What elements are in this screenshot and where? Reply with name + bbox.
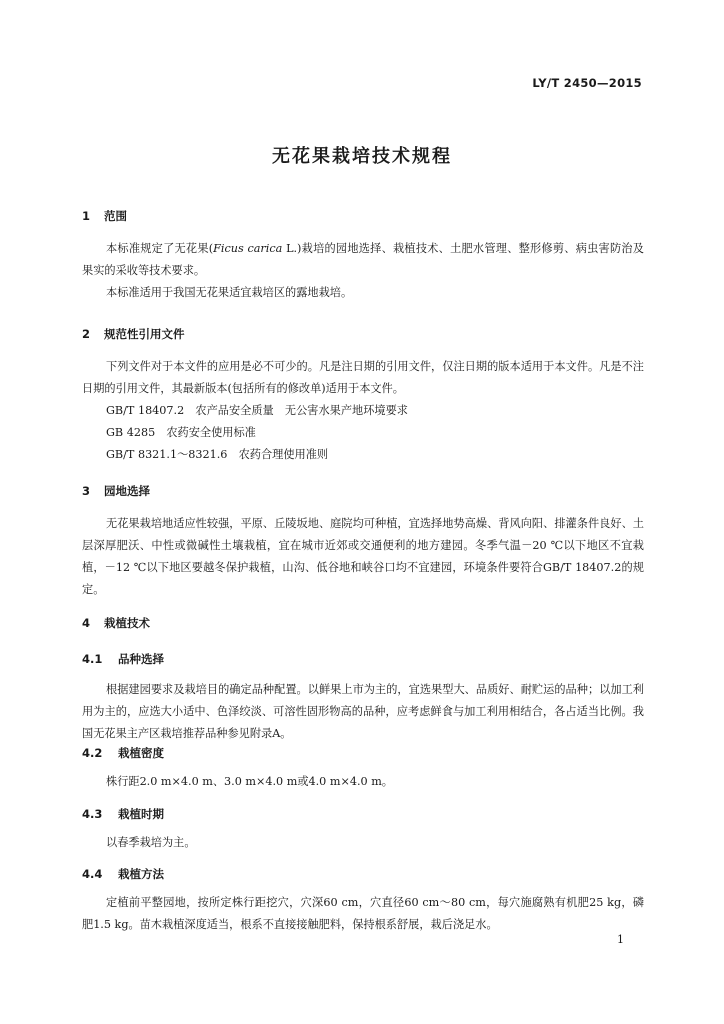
section-3-paragraph-1: 无花果栽培地适应性较强，平原、丘陵坂地、庭院均可种植，宜选择地势高燥、背风向阳、排灌条件良好、土层深厚肥沃、中性或微碱性土壤栽植，宜在城市近郊或交通便利的地方建园。冬季气温－20 ℃以下地区不宜栽植，－12 ℃以下地区要越冬保护栽植，山沟、低谷地和峡谷口均不宜建园，环境条件要符合GB/T 18407.2的规定。 bbox=[82, 517, 644, 596]
reference-item: GB/T 18407.2 农产品安全质量 无公害水果产地环境要求 bbox=[106, 404, 408, 417]
section-4-heading bbox=[82, 615, 150, 631]
section-number: 4.2 bbox=[82, 746, 103, 760]
text-run: L.)栽培的园地选择、栽植技术、土肥水管理、整形修剪、病虫害防治及果实的采收等技术要求。 bbox=[82, 242, 644, 277]
section-4-2-paragraph-1: 株行距2.0 m×4.0 m、3.0 m×4.0 m或4.0 m×4.0 m。 bbox=[106, 775, 393, 788]
section-1-paragraph-2: 本标准适用于我国无花果适宜栽培区的露地栽培。 bbox=[106, 286, 353, 299]
section-title: 规范性引用文件 bbox=[104, 327, 185, 341]
section-1-heading bbox=[82, 208, 127, 224]
scientific-name: Ficus carica bbox=[213, 242, 283, 255]
section-4-3-paragraph-1: 以春季栽培为主。 bbox=[106, 836, 196, 849]
section-number: 4.4 bbox=[82, 867, 103, 881]
page-number: 1 bbox=[617, 933, 624, 946]
reference-item: GB/T 8321.1～8321.6 农药合理使用准则 bbox=[106, 448, 329, 461]
section-2-heading bbox=[82, 326, 185, 342]
section-number: 3 bbox=[82, 484, 91, 498]
section-4-1-paragraph-1: 根据建园要求及栽培目的确定品种配置。以鲜果上市为主的，宜选果型大、品质好、耐贮运的品种；以加工利用为主的，应选大小适中、色泽绞淡、可溶性固形物高的品种，应考虑鲜食与加工利用相结合，各占适当比例。我国无花果主产区栽培推荐品种参见附录A。 bbox=[82, 683, 644, 740]
section-number: 2 bbox=[82, 327, 91, 341]
text-run: 本标准规定了无花果( bbox=[106, 242, 214, 255]
section-title: 范围 bbox=[104, 209, 127, 223]
document-title: 无花果栽培技术规程 bbox=[272, 146, 452, 167]
section-1-paragraph-1 bbox=[82, 238, 644, 282]
section-number: 4.3 bbox=[82, 807, 103, 821]
section-4-4-heading bbox=[82, 866, 164, 882]
section-2-paragraph-1: 下列文件对于本文件的应用是必不可少的。凡是注日期的引用文件，仅注日期的版本适用于本文件。凡是不注日期的引用文件，其最新版本(包括所有的修改单)适用于本文件。 bbox=[82, 360, 644, 395]
standard-code: LY/T 2450—2015 bbox=[532, 76, 642, 90]
reference-item: GB 4285 农药安全使用标准 bbox=[106, 426, 256, 439]
section-4-3-heading bbox=[82, 806, 164, 822]
section-title: 栽植方法 bbox=[118, 867, 164, 881]
section-number: 1 bbox=[82, 209, 91, 223]
section-number: 4 bbox=[82, 616, 91, 630]
section-number: 4.1 bbox=[82, 652, 103, 666]
section-4-2-heading bbox=[82, 745, 164, 761]
section-title: 品种选择 bbox=[118, 652, 164, 666]
section-4-4-paragraph-1: 定植前平整园地，按所定株行距挖穴，穴深60 cm，穴直径60 cm～80 cm，每穴施腐熟有机肥25 kg，磷肥1.5 kg。苗木栽植深度适当，根系不直接接触肥料，保持根系舒展，栽后浇足水。 bbox=[82, 896, 644, 931]
section-title: 栽植技术 bbox=[104, 616, 150, 630]
section-title: 园地选择 bbox=[104, 484, 150, 498]
section-title: 栽植时期 bbox=[118, 807, 164, 821]
section-3-heading bbox=[82, 483, 150, 499]
section-title: 栽植密度 bbox=[118, 746, 164, 760]
section-4-1-heading bbox=[82, 651, 164, 667]
